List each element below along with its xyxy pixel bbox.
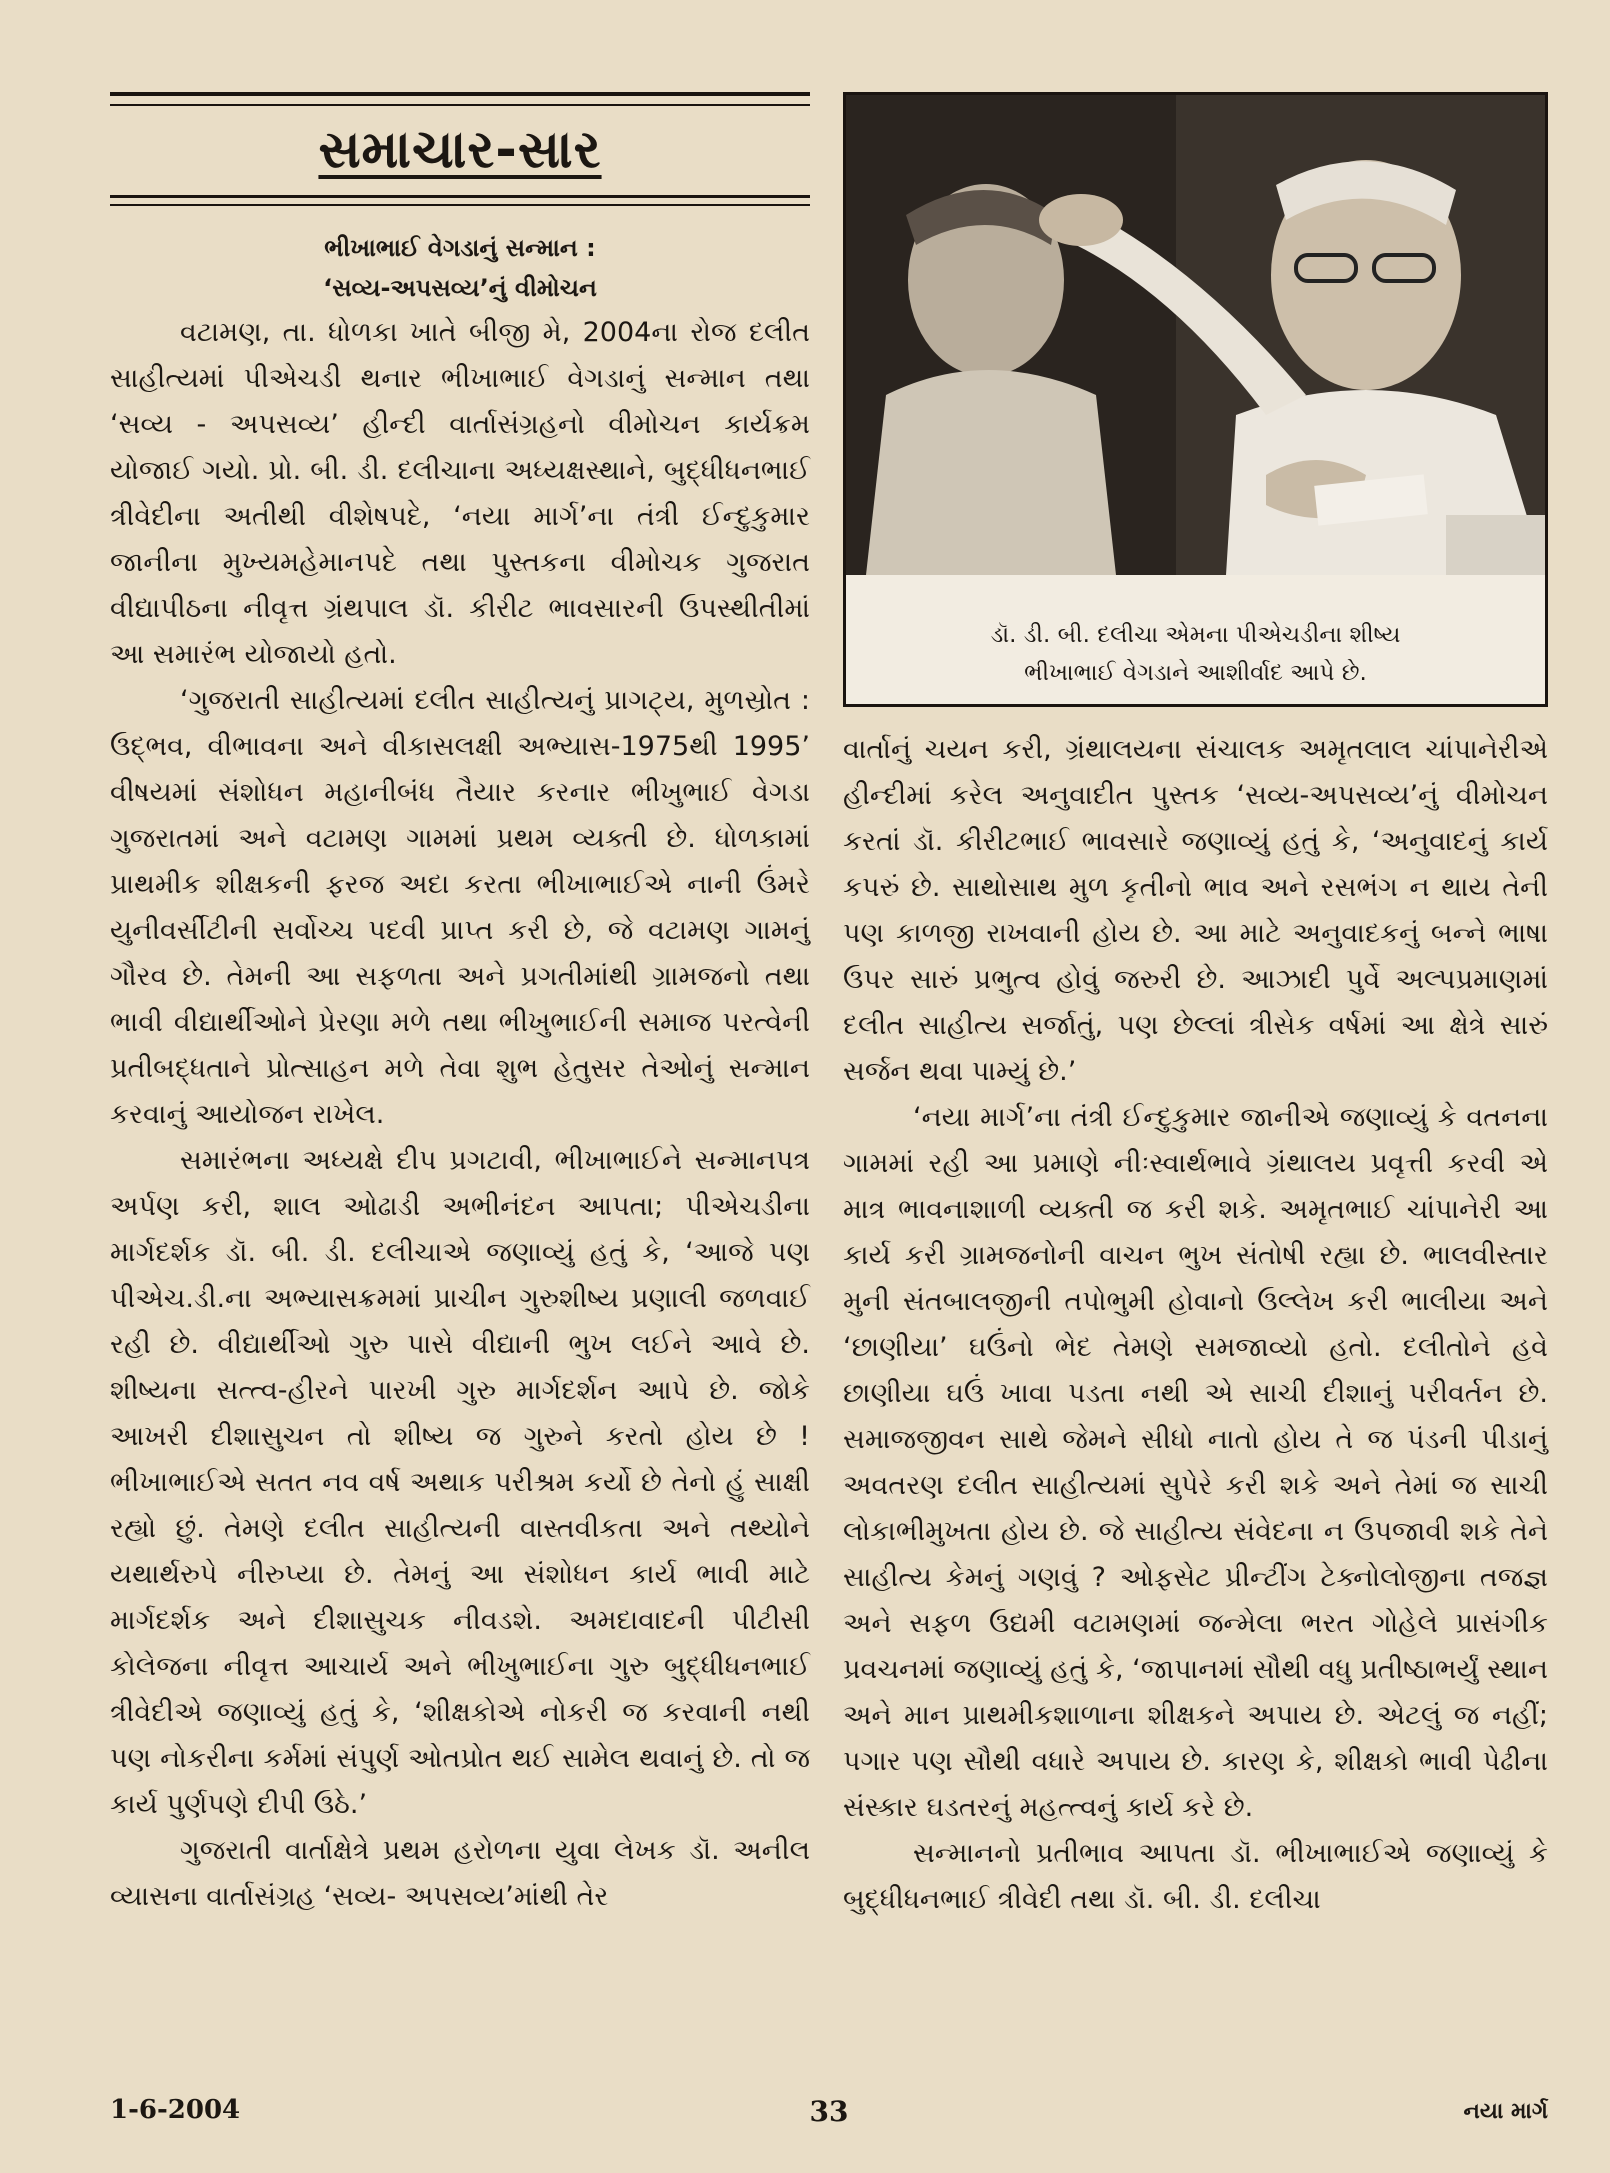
photo-image [846, 95, 1545, 575]
headline-line-2: ‘સવ્ય-અપસવ્ય’નું વીમોચન [323, 274, 597, 302]
article-headline [110, 228, 810, 308]
right-paragraph: ‘નયા માર્ગ’ના તંત્રી ઈન્દુકુમાર જાનીએ જણાવ્યું કે વતનના ગામમાં રહી આ પ્રમાણે નીઃસ્વાર્થભાવે ગ્રંથાલય પ્રવૃત્તી કરવી એ માત્ર ભાવનાશાળી વ્યક્તી જ કરી શકે. અમૃતભાઈ ચાંપાનેરી આ કાર્ય કરી ગ્રામજનોની વાચન ભુખ સંતોષી રહ્યા છે. ભાલવીસ્તાર મુની સંતબાલજીની તપોભુમી હોવાનો ઉલ્લેખ કરી ભાલીયા અને ‘છાણીયા’ ઘઉંનો ભેદ તેમણે સમજાવ્યો હતો. દલીતોને હવે છાણીયા ઘઉં ખાવા પડતા નથી એ સાચી દીશાનું પરીવર્તન છે. સમાજજીવન સાથે જેમને સીધો નાતો હોય તે જ પંડની પીડાનું અવતરણ દલીત સાહીત્યમાં સુપેરે કરી શકે અને તેમાં જ સાચી લોકાભીમુખતા હોય છે. જે સાહીત્ય સંવેદના ન ઉપજાવી શકે તેને સાહીત્ય કેમનું ગણવું ? ઓફસેટ પ્રીન્ટીંગ ટેક્નોલોજીના તજજ્ઞ અને સફળ ઉદ્યમી વટામણમાં જન્મેલા ભરત ગોહેલે પ્રાસંગીક પ્રવચનમાં જણાવ્યું હતું કે, ‘જાપાનમાં સૌથી વધુ પ્રતીષ્ઠાભર્યું સ્થાન અને માન પ્રાથમીકશાળાના શીક્ષકને અપાય છે. એટલું જ નહીં; પગાર પણ સૌથી વધારે અપાય છે. કારણ કે, શીક્ષકો ભાવી પેઢીના સંસ્કાર ઘડતરનું મહત્ત્વનું કાર્ય કરે છે. [843, 1102, 1548, 1823]
left-paragraph: ગુજરાતી વાર્તાક્ષેત્રે પ્રથમ હરોળના યુવા લેખક ડૉ. અનીલ વ્યાસના વાર્તાસંગ્રહ ‘સવ્ય- અપસવ્ય’માંથી તેર [110, 1835, 810, 1912]
magazine-name: નયા માર્ગ [1463, 2099, 1548, 2124]
headline-line-1: ભીખાભાઈ વેગડાનું સન્માન : [324, 234, 596, 262]
caption-line-2: ભીખાભાઈ વેગડાને આશીર્વાદ આપે છે. [1024, 660, 1367, 686]
right-text [843, 727, 1548, 1923]
news-photo [843, 92, 1548, 707]
top-rule [110, 92, 810, 96]
right-column [843, 92, 1548, 1923]
page-number: 33 [809, 2095, 849, 2128]
masthead-title: સમાચાર-સાર [318, 120, 602, 180]
right-paragraph: સન્માનનો પ્રતીભાવ આપતા ડૉ. ભીખાભાઈએ જણાવ્યું કે બુદ્ધીધનભાઈ ત્રીવેદી તથા ડૉ. બી. ડી. દલીચા [843, 1838, 1548, 1915]
section-masthead [110, 106, 810, 185]
right-paragraph: વાર્તાનું ચયન કરી, ગ્રંથાલયના સંચાલક અમૃતલાલ ચાંપાનેરીએ હીન્દીમાં કરેલ અનુવાદીત પુસ્તક ‘સવ્ય-અપસવ્ય’નું વીમોચન કરતાં ડૉ. કીરીટભાઈ ભાવસારે જણાવ્યું હતું કે, ‘અનુવાદનું કાર્ય કપરું છે. સાથોસાથ મુળ કૃતીનો ભાવ અને રસભંગ ન થાય તેની પણ કાળજી રાખવાની હોય છે. આ માટે અનુવાદકનું બન્ને ભાષા ઉપર સારું પ્રભુત્વ હોવું જરુરી છે. આઝાદી પુર્વે અલ્પપ્રમાણમાં દલીત સાહીત્ય સર્જાતું, પણ છેલ્લાં ત્રીસેક વર્ષમાં આ ક્ષેત્રે સારું સર્જન થવા પામ્યું છે.’ [843, 734, 1548, 1087]
masthead-bottom-rule [110, 195, 810, 198]
caption-line-1: ડૉ. ડી. બી. દલીચા એમના પીએચડીના શીષ્ય [990, 622, 1401, 648]
photo-caption [846, 616, 1545, 692]
left-paragraph: ‘ગુજરાતી સાહીત્યમાં દલીત સાહીત્યનું પ્રાગટ્ય, મુળસ્રોત : ઉદ્‌ભવ, વીભાવના અને વીકાસલક્ષી અભ્યાસ-1975થી 1995’ વીષયમાં સંશોધન મહાનીબંધ તૈયાર કરનાર ભીખુભાઈ વેગડા ગુજરાતમાં અને વટામણ ગામમાં પ્રથમ વ્યક્તી છે. ધોળકામાં પ્રાથમીક શીક્ષકની ફરજ અદા કરતા ભીખાભાઈએ નાની ઉંમરે યુનીવર્સીટીની સર્વોચ્ચ પદવી પ્રાપ્ત કરી છે, જે વટામણ ગામનું ગૌરવ છે. તેમની આ સફળતા અને પ્રગતીમાંથી ગ્રામજનો તથા ભાવી વીદ્યાર્થીઓને પ્રેરણા મળે તથા ભીખુભાઈની સમાજ પરત્વેની પ્રતીબદ્ધતાને પ્રોત્સાહન મળે તેવા શુભ હેતુસર તેઓનું સન્માન કરવાનું આયોજન રાખેલ. [110, 685, 810, 1130]
left-column [110, 92, 810, 1920]
left-paragraph: સમારંભના અધ્યક્ષે દીપ પ્રગટાવી, ભીખાભાઈને સન્માનપત્ર અર્પણ કરી, શાલ ઓઢાડી અભીનંદન આપતા; પીએચડીના માર્ગદર્શક ડૉ. બી. ડી. દલીચાએ જણાવ્યું હતું કે, ‘આજે પણ પીએચ.ડી.ના અભ્યાસક્રમમાં પ્રાચીન ગુરુશીષ્ય પ્રણાલી જળવાઈ રહી છે. વીદ્યાર્થીઓ ગુરુ પાસે વીદ્યાની ભુખ લઈને આવે છે. શીષ્યના સત્ત્વ-હીરને પારખી ગુરુ માર્ગદર્શન આપે છે. જોકે આખરી દીશાસુચન તો શીષ્ય જ ગુરુને કરતો હોય છે ! ભીખાભાઈએ સતત નવ વર્ષ અથાક પરીશ્રમ કર્યો છે તેનો હું સાક્ષી રહ્યો છું. તેમણે દલીત સાહીત્યની વાસ્તવીકતા અને તથ્યોને યથાર્થરુપે નીરુપ્યા છે. તેમનું આ સંશોધન કાર્ય ભાવી માટે માર્ગદર્શક અને દીશાસુચક નીવડશે. અમદાવાદની પીટીસી કોલેજના નીવૃત્ત આચાર્ય અને ભીખુભાઈના ગુરુ બુદ્ધીધનભાઈ ત્રીવેદીએ જણાવ્યું હતું કે, ‘શીક્ષકોએ નોકરી જ કરવાની નથી પણ નોકરીના કર્મમાં સંપુર્ણ ઓતપ્રોત થઈ સામેલ થવાનું છે. તો જ કાર્ય પુર્ણપણે દીપી ઉઠે.’ [110, 1145, 810, 1820]
issue-date: 1-6-2004 [110, 2095, 241, 2125]
masthead-bottom-rule-thin [110, 204, 810, 206]
page-footer [110, 2095, 1548, 2135]
left-paragraph: વટામણ, તા. ધોળકા ખાતે બીજી મે, 2004ના રોજ દલીત સાહીત્યમાં પીએચડી થનાર ભીખાભાઈ વેગડાનું સન્માન તથા ‘સવ્ય - અપસવ્ય’ હીન્દી વાર્તાસંગ્રહનો વીમોચન કાર્યક્રમ યોજાઈ ગયો. પ્રો. બી. ડી. દલીચાના અધ્યક્ષસ્થાને, બુદ્ધીધનભાઈ ત્રીવેદીના અતીથી વીશેષપદે, ‘નયા માર્ગ’ના તંત્રી ઈન્દુકુમાર જાનીના મુખ્યમહેમાનપદે તથા પુસ્તકના વીમોચક ગુજરાત વીદ્યાપીઠના નીવૃત્ત ગ્રંથપાલ ડૉ. કીરીટ ભાવસારની ઉપસ્થીતીમાં આ સમારંભ યોજાયો હતો. [110, 317, 810, 670]
